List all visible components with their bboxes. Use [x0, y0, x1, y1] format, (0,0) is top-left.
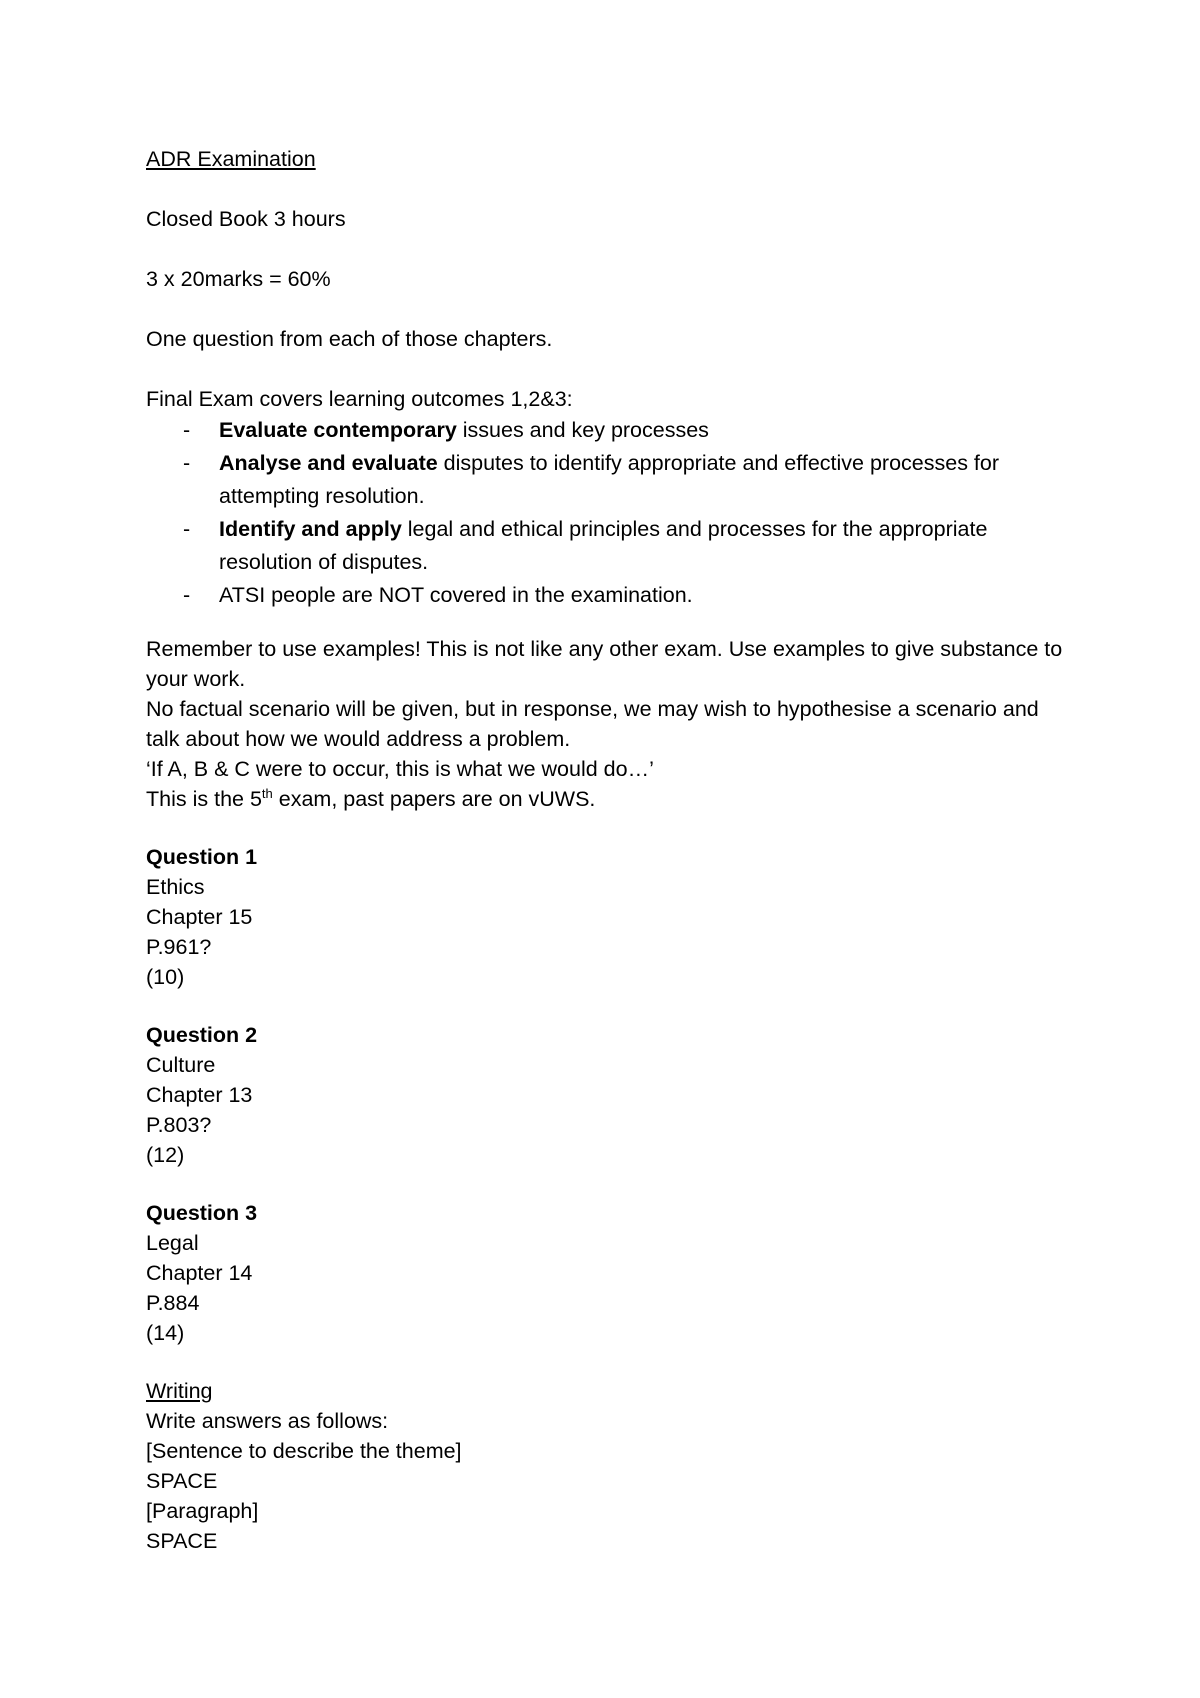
fifth-exam-note	[146, 784, 1076, 814]
question-page: P.961?	[146, 935, 212, 959]
ordinal-suffix: th	[261, 786, 273, 801]
outcomes-intro: Final Exam covers learning outcomes 1,2&3:	[146, 387, 573, 411]
document-title: ADR Examination	[146, 147, 316, 171]
question-marks: (10)	[146, 965, 185, 989]
question-chapter: Chapter 13	[146, 1083, 253, 1107]
spacer	[146, 1170, 1076, 1198]
question-heading: Question 1	[146, 845, 258, 869]
spacer	[146, 1348, 1076, 1376]
question-page: P.884	[146, 1291, 200, 1315]
outcome-item	[146, 579, 1076, 612]
spacer	[146, 612, 1076, 634]
writing-line: [Sentence to describe the theme]	[146, 1439, 462, 1463]
outcome-text: legal and ethical principles and processes for the appropriate resolution of disputes.	[219, 517, 988, 574]
remember-note: Remember to use examples! This is not like any other exam. Use examples to give substance to your work.	[146, 637, 1063, 691]
question-block-3	[146, 1198, 1076, 1348]
no-factual-note: No factual scenario will be given, but in response, we may wish to hypothesise a scenario and talk about how we would address a problem.	[146, 697, 1039, 751]
fifth-exam-text: This is the 5	[146, 787, 262, 811]
question-heading: Question 3	[146, 1201, 258, 1225]
outcome-item	[146, 414, 1076, 447]
outcome-bold: Analyse and evaluate	[219, 451, 438, 475]
marks-line: 3 x 20marks = 60%	[146, 267, 331, 291]
quote-note: ‘If A, B & C were to occur, this is what we would do…’	[146, 757, 654, 781]
writing-section	[146, 1376, 1076, 1556]
outcome-text: disputes to identify appropriate and effective processes for attempting resolution.	[219, 451, 1000, 508]
question-marks: (12)	[146, 1143, 185, 1167]
spacer	[146, 294, 1076, 324]
outcome-bold: Identify and apply	[219, 517, 402, 541]
spacer	[146, 992, 1076, 1020]
spacer	[146, 234, 1076, 264]
question-topic: Ethics	[146, 875, 205, 899]
question-topic: Legal	[146, 1231, 199, 1255]
question-page: P.803?	[146, 1113, 212, 1137]
outcome-text: issues and key processes	[456, 418, 709, 442]
question-marks: (14)	[146, 1321, 185, 1345]
question-block-1	[146, 842, 1076, 992]
writing-heading: Writing	[146, 1379, 213, 1403]
question-heading: Question 2	[146, 1023, 258, 1047]
outcome-bold: Evaluate contemporary	[219, 418, 457, 442]
spacer	[146, 814, 1076, 842]
outcome-item	[146, 513, 1076, 579]
question-topic: Culture	[146, 1053, 216, 1077]
question-chapter: Chapter 15	[146, 905, 253, 929]
question-block-2	[146, 1020, 1076, 1170]
question-chapter: Chapter 14	[146, 1261, 253, 1285]
outcome-item	[146, 447, 1076, 513]
spacer	[146, 354, 1076, 384]
fifth-exam-rest: exam, past papers are on vUWS.	[272, 787, 596, 811]
writing-line: SPACE	[146, 1529, 218, 1553]
writing-line: SPACE	[146, 1469, 218, 1493]
writing-line: Write answers as follows:	[146, 1409, 389, 1433]
writing-line: [Paragraph]	[146, 1499, 259, 1523]
document-page	[146, 144, 1076, 1556]
outcome-text: ATSI people are NOT covered in the examination.	[219, 583, 693, 607]
outcomes-list	[146, 414, 1076, 612]
closed-book-line: Closed Book 3 hours	[146, 207, 346, 231]
spacer	[146, 174, 1076, 204]
one-question-line: One question from each of those chapters.	[146, 327, 553, 351]
